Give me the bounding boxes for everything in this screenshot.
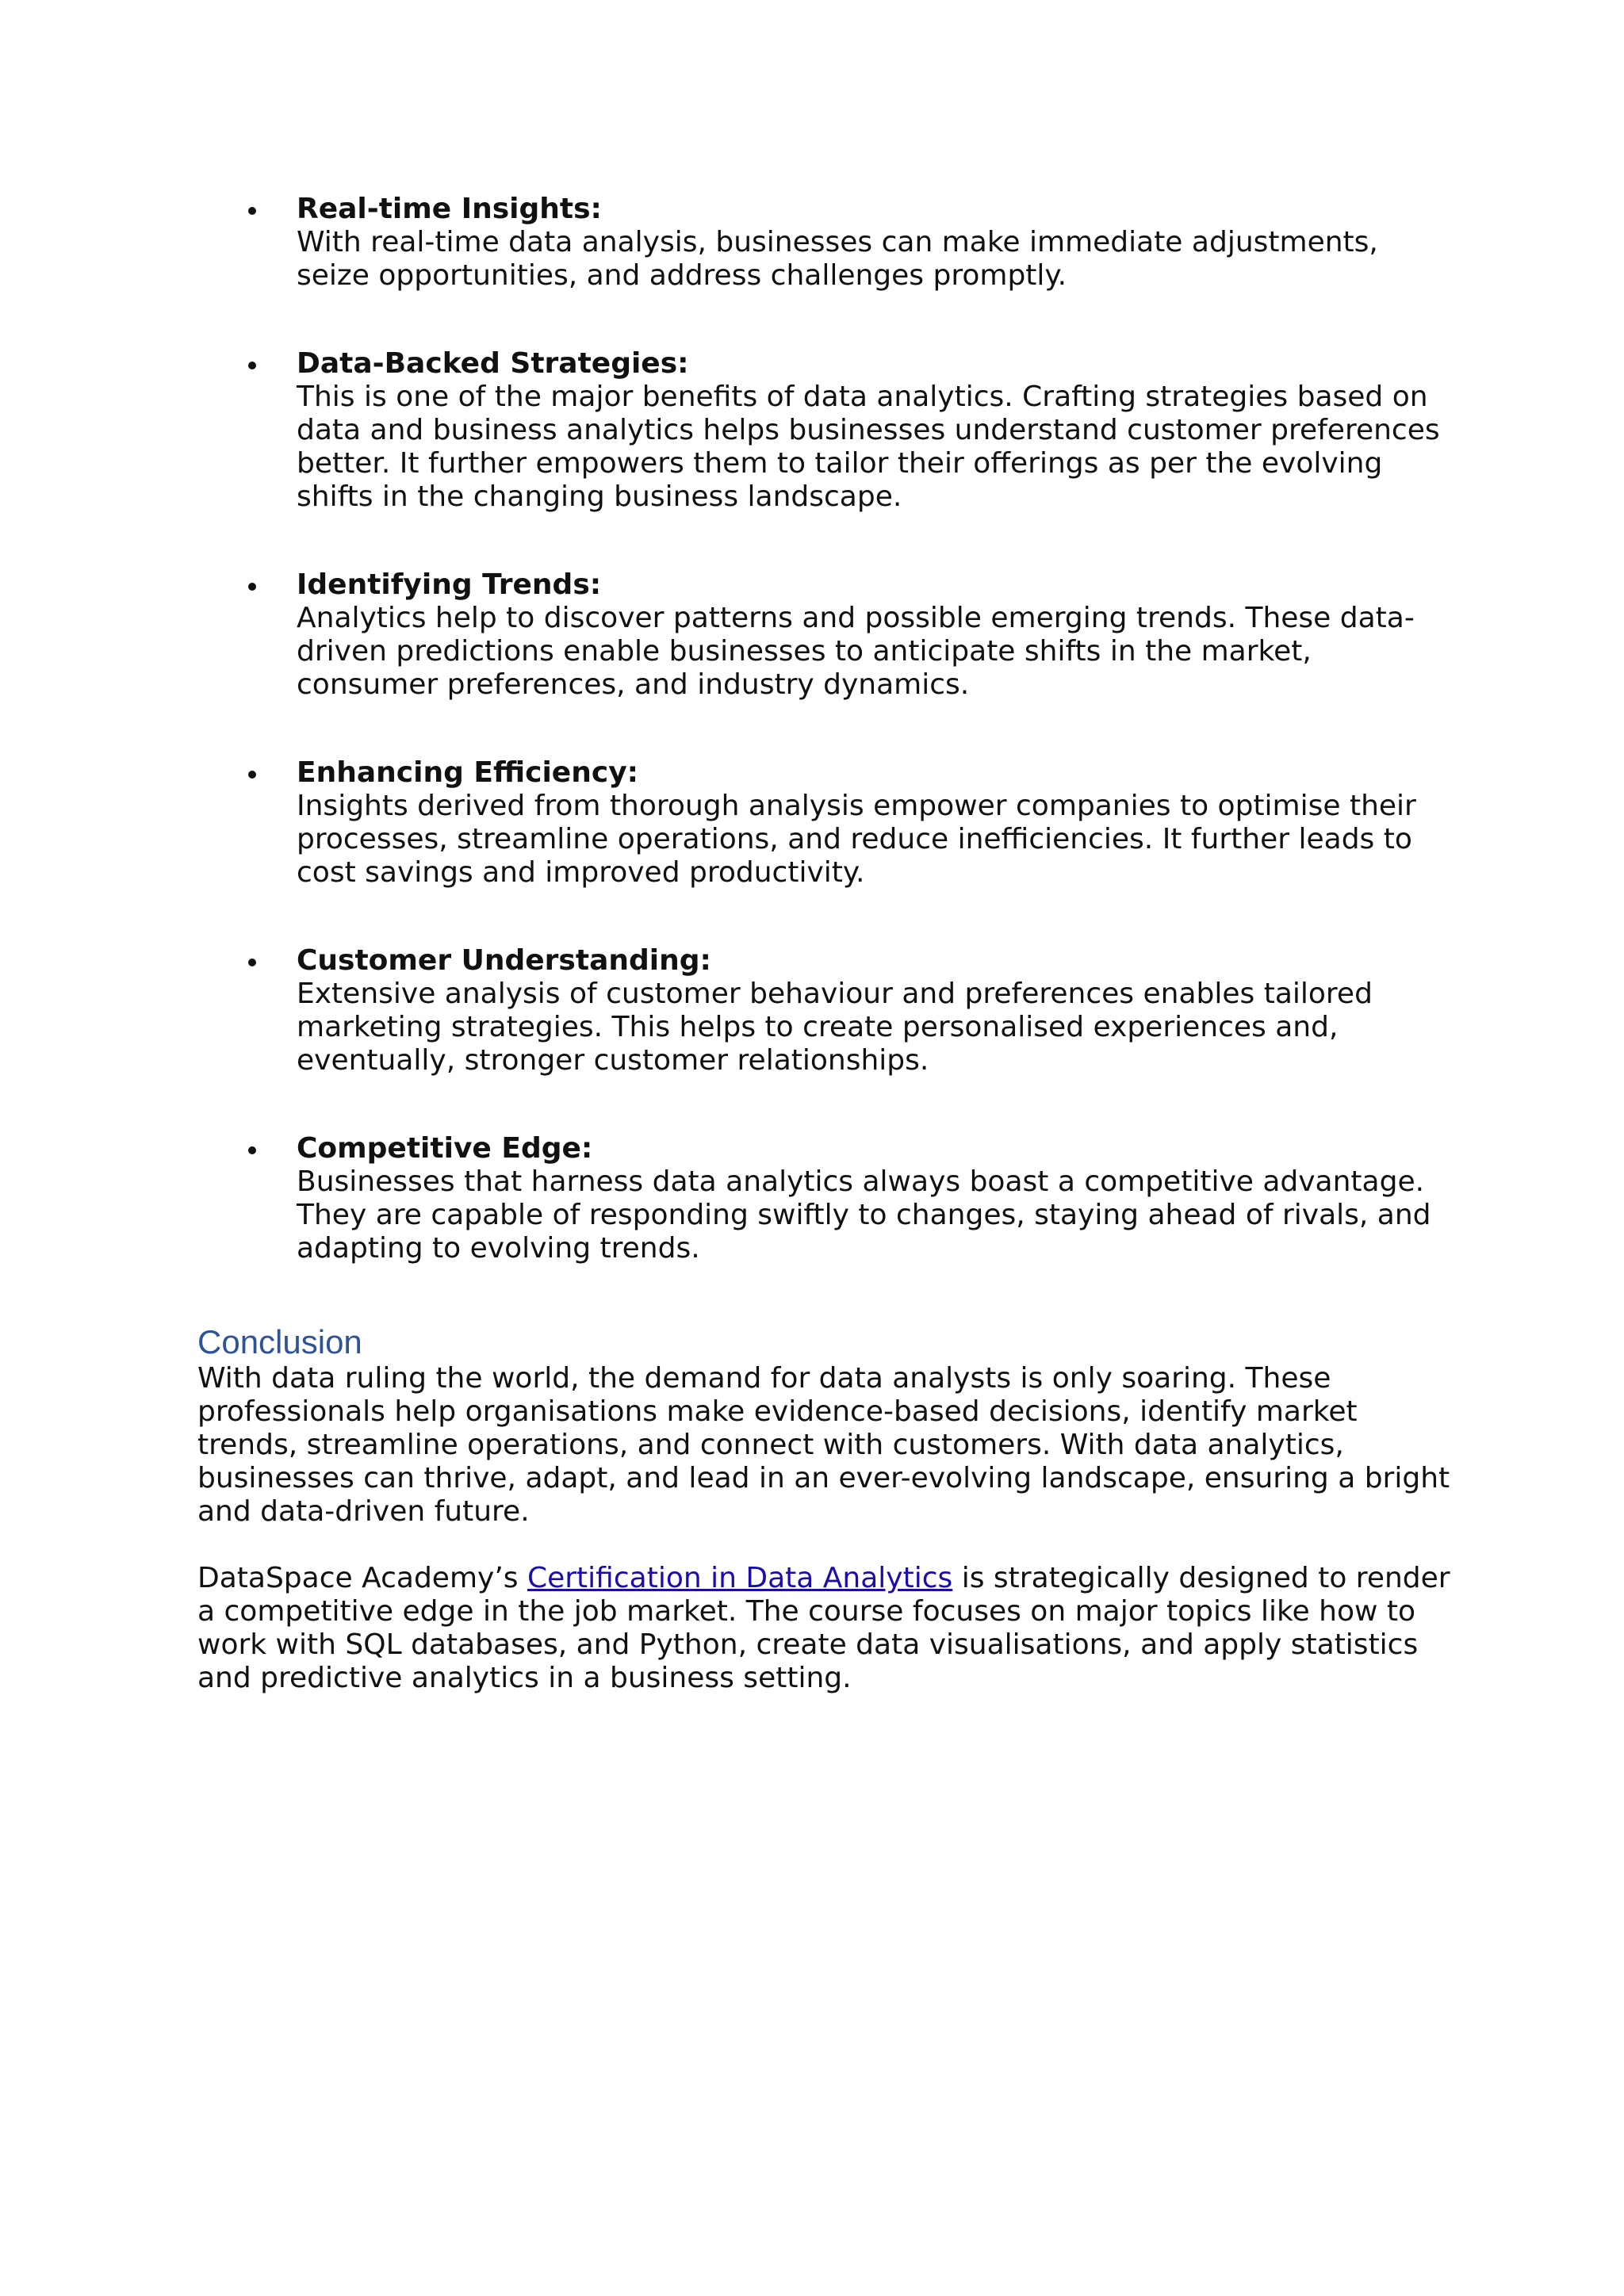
item-title: Customer Understanding: [297, 944, 711, 977]
list-item [238, 193, 1443, 293]
bullet-icon [248, 362, 256, 369]
item-body: Businesses that harness data analytics always boast a competitive advantage. They are capable of responding swiftly to changes, staying ahead of rivals, and adapting to evolving trends. [297, 1165, 1431, 1265]
list-item [238, 1132, 1443, 1265]
item-body: With real-time data analysis, businesses can make immediate adjustments, seize opportunities, and address challenges promptly. [297, 226, 1378, 292]
item-body: Extensive analysis of customer behaviour and preferences enables tailored marketing strategies. This helps to create personalised experiences and, eventually, stronger customer relationships. [297, 978, 1373, 1077]
item-title: Enhancing Efficiency: [297, 756, 639, 789]
course-paragraph-rest: is strategically designed to render a competitive edge in the job market. The course focuses on major topics like how to work with SQL databases, and Python, create data visualisations, and apply statistics and predictive analytics in a business setting. [197, 1562, 1450, 1694]
benefits-list [238, 193, 1443, 1320]
course-paragraph-intro: DataSpace Academy’s [197, 1562, 527, 1594]
item-body: Insights derived from thorough analysis empower companies to optimise their processes, streamline operations, and reduce inefficiencies. It further leads to cost savings and improved productivity. [297, 790, 1416, 889]
item-body: Analytics help to discover patterns and possible emerging trends. These data-driven predictions enable businesses to anticipate shifts in the market, consumer preferences, and industry dynamics. [297, 602, 1415, 701]
bullet-icon [248, 959, 256, 966]
course-paragraph [197, 1562, 1450, 1695]
list-item [238, 568, 1443, 702]
item-body: This is one of the major benefits of data analytics. Crafting strategies based on data and business analytics helps businesses understand customer preferences better. It further empowers them to tailor their offerings as per the evolving shifts in the changing business landscape. [297, 381, 1440, 513]
bullet-icon [248, 771, 256, 779]
item-title: Real-time Insights: [297, 193, 602, 225]
conclusion-paragraph: With data ruling the world, the demand for data analysts is only soaring. These professionals help organisations make evidence-based decisions, identify market trends, streamline operations, and connect with customers. With data analytics, businesses can thrive, adapt, and lead in an ever-evolving landscape, ensuring a bright and data-driven future. [197, 1362, 1450, 1528]
item-title: Competitive Edge: [297, 1132, 593, 1165]
bullet-icon [248, 1146, 256, 1154]
list-item [238, 944, 1443, 1077]
bullet-icon [248, 207, 256, 215]
bullet-icon [248, 583, 256, 591]
item-title: Data-Backed Strategies: [297, 347, 689, 380]
list-item [238, 347, 1443, 514]
item-title: Identifying Trends: [297, 568, 602, 601]
conclusion-heading: Conclusion [197, 1323, 362, 1360]
conclusion-section [197, 1322, 1450, 1695]
list-item [238, 756, 1443, 890]
certification-link[interactable]: Certification in Data Analytics [527, 1562, 953, 1594]
